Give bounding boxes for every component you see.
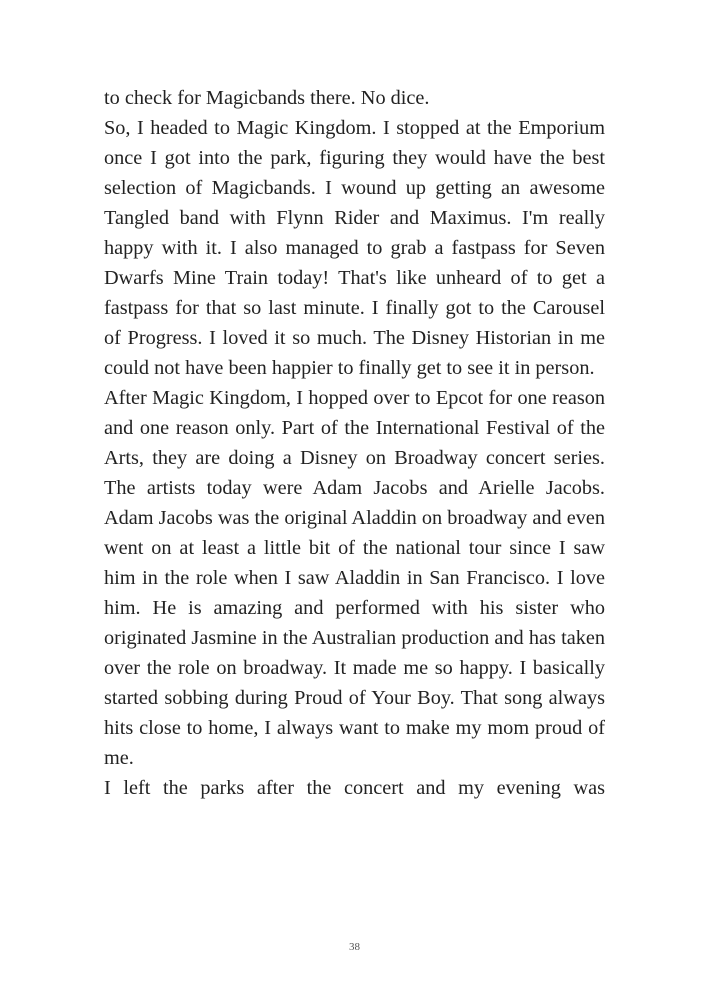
paragraph: to check for Magicbands there. No dice. xyxy=(104,87,430,109)
body-text xyxy=(104,83,605,803)
paragraph: So, I headed to Magic Kingdom. I stopped at the Emporium once I got into the park, figuring they would have the best selection of Magicbands. I wound up getting an awesome Tangled band with Flynn Rider and Maximus. I'm really happy with it. I also managed to grab a fastpass for Seven Dwarfs Mine Train today! That's like unheard of to get a fastpass for that so last minute. I finally got to the Carousel of Progress. I loved it so much. The Disney Historian in me could not have been happier to finally get to see it in person. xyxy=(104,117,605,379)
paragraph: I left the parks after the concert and my evening was xyxy=(104,777,605,799)
paragraph: After Magic Kingdom, I hopped over to Epcot for one reason and one reason only. Part of the International Festival of the Arts, they are doing a Disney on Broadway concert series. The artists today were Adam Jacobs and Arielle Jacobs. Adam Jacobs was the original Aladdin on broadway and even went on at least a little bit of the national tour since I saw him in the role when I saw Aladdin in San Francisco. I love him. He is amazing and performed with his sister who originated Jasmine in the Australian production and has taken over the role on broadway. It made me so happy. I basically started sobbing during Proud of Your Boy. That song always hits close to home, I always want to make my mom proud of me. xyxy=(104,387,605,769)
page-number: 38 xyxy=(349,941,360,953)
